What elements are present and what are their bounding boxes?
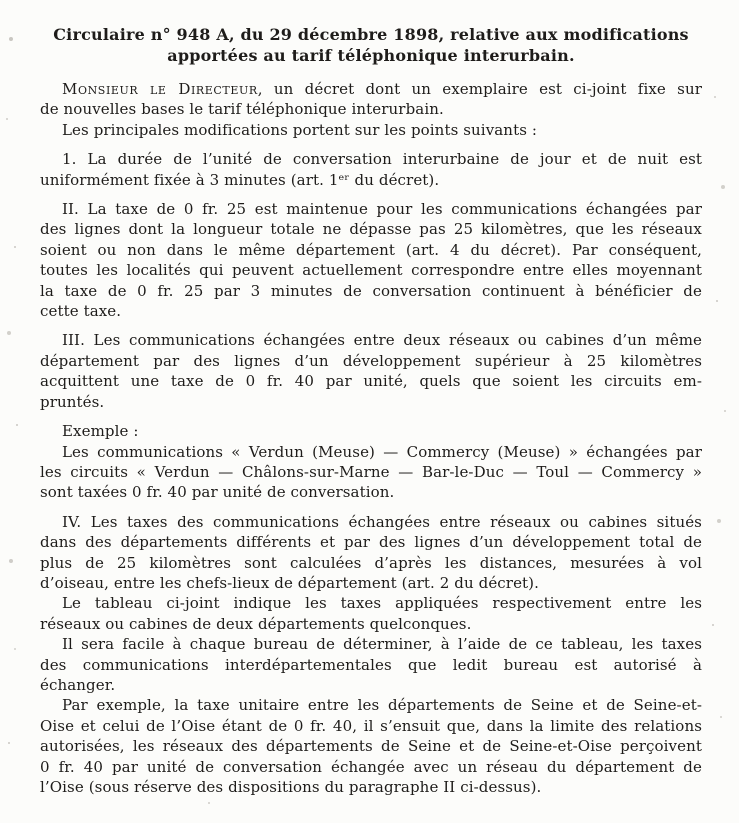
- text-line: III. Les communications échangées entre deux réseaux ou cabines d’un même: [62, 331, 702, 350]
- text-line: sont taxées 0 fr. 40 par unité de conversation.: [40, 483, 395, 502]
- text-line: les circuits « Verdun — Châlons-sur-Marne — Bar-le-Duc — Toul — Commercy »: [40, 462, 702, 481]
- text-line: uniformément fixée à 3 minutes (art. 1ᵉʳ du décret).: [40, 170, 440, 189]
- text-line: toutes les localités qui peuvent actuellement correspondre entre elles moyennant: [40, 261, 702, 280]
- paragraph-intro: [40, 120, 702, 140]
- paragraph-salutation: [40, 79, 702, 120]
- text-line: Exemple :: [62, 422, 139, 441]
- circular-title: [40, 24, 702, 66]
- example-paragraph: [40, 442, 702, 503]
- text-line: l’Oise (sous réserve des dispositions du paragraphe II ci-dessus).: [40, 778, 542, 796]
- scan-speckles: [0, 0, 2, 2]
- item-3: [40, 330, 702, 412]
- text-segment: , un décret dont un exemplaire est ci-joint fixe sur: [257, 80, 702, 98]
- text-line: de nouvelles bases le tarif téléphonique interurbain.: [40, 100, 444, 119]
- text-line: soient ou non dans le même département (art. 4 du décret). Par conséquent,: [40, 240, 702, 259]
- text-line: 1. La durée de l’unité de conversation interurbaine de jour et de nuit est: [62, 150, 702, 169]
- text-line: apportées au tarif téléphonique interurbain.: [167, 46, 575, 65]
- text-line: d’oiseau, entre les chefs-lieux de département (art. 2 du décret).: [40, 573, 539, 592]
- text-line: IV. Les taxes des communications échangées entre réseaux ou cabines situés: [62, 512, 702, 531]
- text-column: [40, 24, 702, 797]
- example-label: [40, 421, 702, 441]
- text-line: pruntés.: [40, 392, 105, 411]
- text-line: Les communications « Verdun (Meuse) — Commercy (Meuse) » échangées par: [62, 442, 702, 461]
- item-1: [40, 149, 702, 190]
- text-line: 0 fr. 40 par unité de conversation échangée avec un réseau du département de: [40, 757, 702, 776]
- salutation-smallcaps: Monsieur le Directeur: [62, 80, 258, 98]
- text-line: plus de 25 kilomètres sont calculées d’après les distances, mesurées à vol: [40, 553, 702, 572]
- text-line: échanger.: [40, 675, 116, 694]
- text-line: autorisées, les réseaux des départements de Seine et de Seine-et-Oise perçoivent: [40, 737, 702, 756]
- text-line: Le tableau ci-joint indique les taxes appliquées respectivement entre les: [62, 594, 702, 613]
- text-line: des communications interdépartementales que ledit bureau est autorisé à: [40, 655, 702, 674]
- item-4: [40, 512, 702, 594]
- paragraph-bureau: [40, 634, 702, 695]
- text-line: la taxe de 0 fr. 25 par 3 minutes de conversation continuent à bénéficier de: [40, 281, 702, 300]
- text-line: [40, 79, 702, 99]
- text-line: cette taxe.: [40, 302, 122, 321]
- text-line: acquittent une taxe de 0 fr. 40 par unité, quels que soient les circuits em-: [40, 372, 702, 391]
- text-line: Oise et celui de l’Oise étant de 0 fr. 40, il s’ensuit que, dans la limite des relations: [40, 716, 702, 735]
- text-line: réseaux ou cabines de deux départements quelconques.: [40, 614, 472, 633]
- text-line: dans des départements différents et par des lignes d’un développement total de: [40, 533, 702, 552]
- text-line: II. La taxe de 0 fr. 25 est maintenue pour les communications échangées par: [62, 200, 702, 219]
- text-line: Les principales modifications portent sur les points suivants :: [62, 120, 538, 139]
- text-line: département par des lignes d’un développement supérieur à 25 kilomètres: [40, 351, 702, 370]
- item-2: [40, 199, 702, 321]
- paragraph-tableau: [40, 593, 702, 634]
- text-line: Par exemple, la taxe unitaire entre les départements de Seine et de Seine-et-: [62, 696, 702, 715]
- text-line: Il sera facile à chaque bureau de déterminer, à l’aide de ce tableau, les taxes: [62, 635, 702, 654]
- text-line: Circulaire n° 948 A, du 29 décembre 1898, relative aux modifications: [53, 25, 689, 44]
- text-line: des lignes dont la longueur totale ne dépasse pas 25 kilomètres, que les réseaux: [40, 220, 702, 239]
- paragraph-exemple-final: [40, 695, 702, 797]
